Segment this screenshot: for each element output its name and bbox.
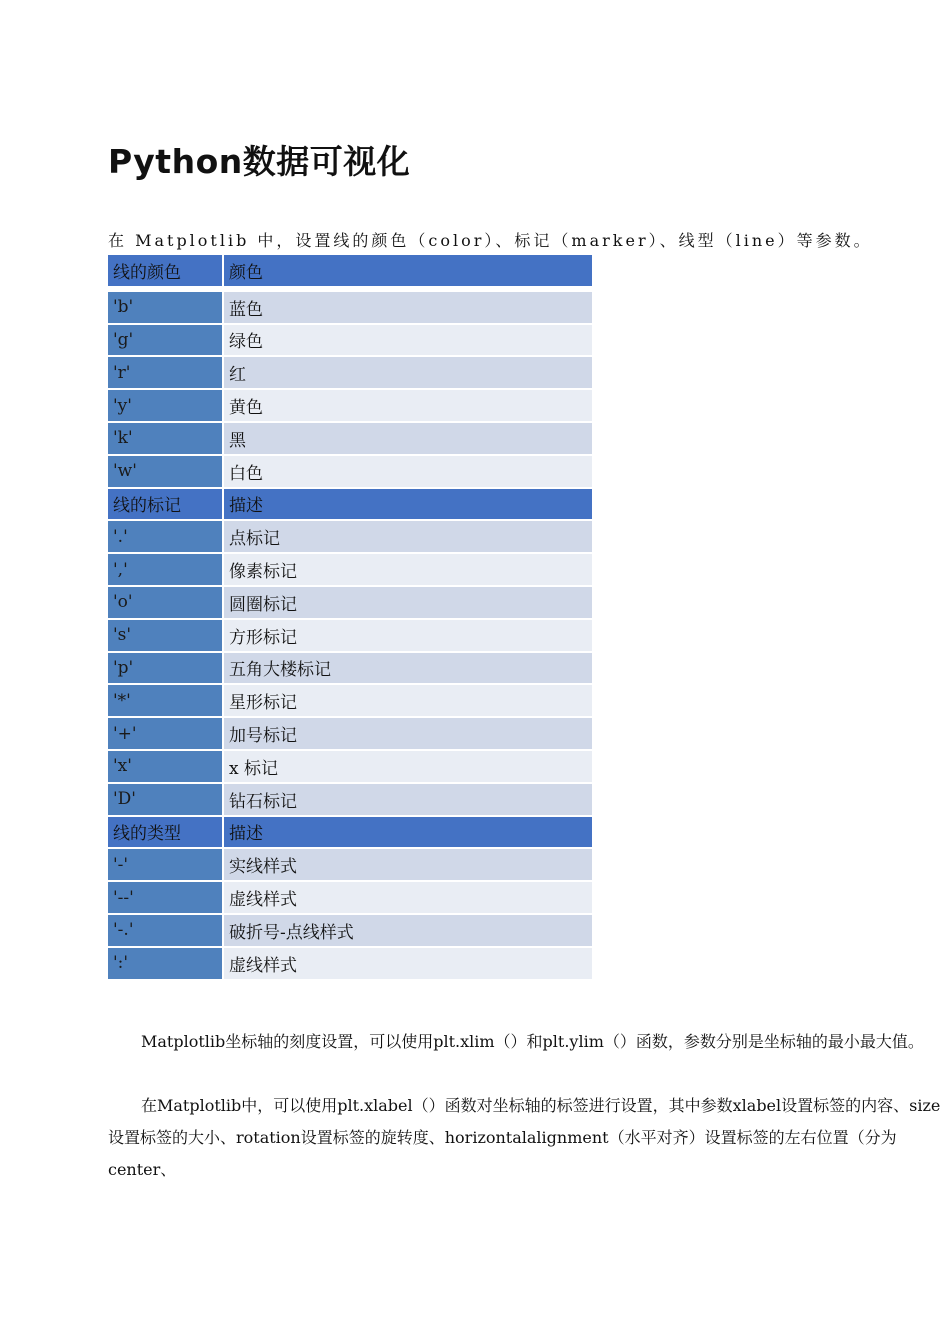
param-key-cell: 'g' [108, 325, 222, 356]
param-desc-cell: x 标记 [224, 751, 592, 782]
param-desc-cell: 像素标记 [224, 554, 592, 585]
param-desc-cell: 圆圈标记 [224, 587, 592, 618]
param-desc-cell: 五角大楼标记 [224, 653, 592, 684]
table-row [108, 456, 592, 487]
param-key-cell: ',' [108, 554, 222, 585]
param-desc-cell: 绿色 [224, 325, 592, 356]
page-title: Python数据可视化 [108, 142, 411, 181]
table-row [108, 554, 592, 585]
param-desc-cell: 实线样式 [224, 849, 592, 880]
table-row [108, 653, 592, 684]
param-key-cell: '--' [108, 882, 222, 913]
param-key-cell: 'x' [108, 751, 222, 782]
table-header-row [108, 255, 592, 286]
table-row [108, 685, 592, 716]
table-row [108, 718, 592, 749]
intro-text: 在 Matplotlib 中，设置线的颜色（color）、标记（marker）、线型（line）等参数。 [108, 231, 873, 250]
header-desc-cell: 颜色 [224, 255, 592, 286]
table-row [108, 390, 592, 421]
param-key-cell: '-' [108, 849, 222, 880]
param-key-cell: 's' [108, 620, 222, 651]
param-key-cell: 'p' [108, 653, 222, 684]
param-desc-cell: 蓝色 [224, 292, 592, 323]
header-key-cell: 线的标记 [108, 489, 222, 520]
param-key-cell: '-.' [108, 915, 222, 946]
param-desc-cell: 破折号-点线样式 [224, 915, 592, 946]
table-row [108, 849, 592, 880]
header-key-cell: 线的颜色 [108, 255, 222, 286]
table-row [108, 915, 592, 946]
header-desc-cell: 描述 [224, 489, 592, 520]
paragraph-axis-limits: Matplotlib坐标轴的刻度设置，可以使用plt.xlim（）和plt.ylim（）函数，参数分别是坐标轴的最小最大值。 [141, 1032, 924, 1051]
param-key-cell: 'D' [108, 784, 222, 815]
param-desc-cell: 黑 [224, 423, 592, 454]
param-key-cell: '+' [108, 718, 222, 749]
header-key-cell: 线的类型 [108, 817, 222, 848]
param-desc-cell: 加号标记 [224, 718, 592, 749]
param-key-cell: 'r' [108, 357, 222, 388]
param-key-cell: 'o' [108, 587, 222, 618]
param-desc-cell: 黄色 [224, 390, 592, 421]
param-key-cell: 'w' [108, 456, 222, 487]
table-row [108, 587, 592, 618]
paragraph-axis-labels: 在Matplotlib中，可以使用plt.xlabel（）函数对坐标轴的标签进行设置，其中参数xlabel设置标签的内容、size设置标签的大小、rotation设置标签的旋转度、horizontalalignment（水平对齐）设置标签的左右位置（分为center、 [108, 1096, 941, 1179]
table-row [108, 423, 592, 454]
table-header-row [108, 489, 592, 520]
table-row [108, 292, 592, 323]
table-spacer-cell [108, 288, 592, 290]
param-desc-cell: 星形标记 [224, 685, 592, 716]
param-desc-cell: 虚线样式 [224, 948, 592, 979]
table-header-row [108, 817, 592, 848]
param-key-cell: '.' [108, 521, 222, 552]
table-row [108, 784, 592, 815]
param-desc-cell: 红 [224, 357, 592, 388]
table-row [108, 751, 592, 782]
param-key-cell: 'y' [108, 390, 222, 421]
table-row [108, 948, 592, 979]
param-desc-cell: 点标记 [224, 521, 592, 552]
table-spacer [108, 288, 592, 290]
param-key-cell: '*' [108, 685, 222, 716]
param-key-cell: 'b' [108, 292, 222, 323]
param-desc-cell: 钻石标记 [224, 784, 592, 815]
param-key-cell: ':' [108, 948, 222, 979]
table-row [108, 521, 592, 552]
line-parameter-table [106, 253, 594, 981]
param-desc-cell: 方形标记 [224, 620, 592, 651]
param-desc-cell: 白色 [224, 456, 592, 487]
param-desc-cell: 虚线样式 [224, 882, 592, 913]
table-row [108, 620, 592, 651]
table-row [108, 882, 592, 913]
header-desc-cell: 描述 [224, 817, 592, 848]
table-row [108, 357, 592, 388]
table-row [108, 325, 592, 356]
param-key-cell: 'k' [108, 423, 222, 454]
